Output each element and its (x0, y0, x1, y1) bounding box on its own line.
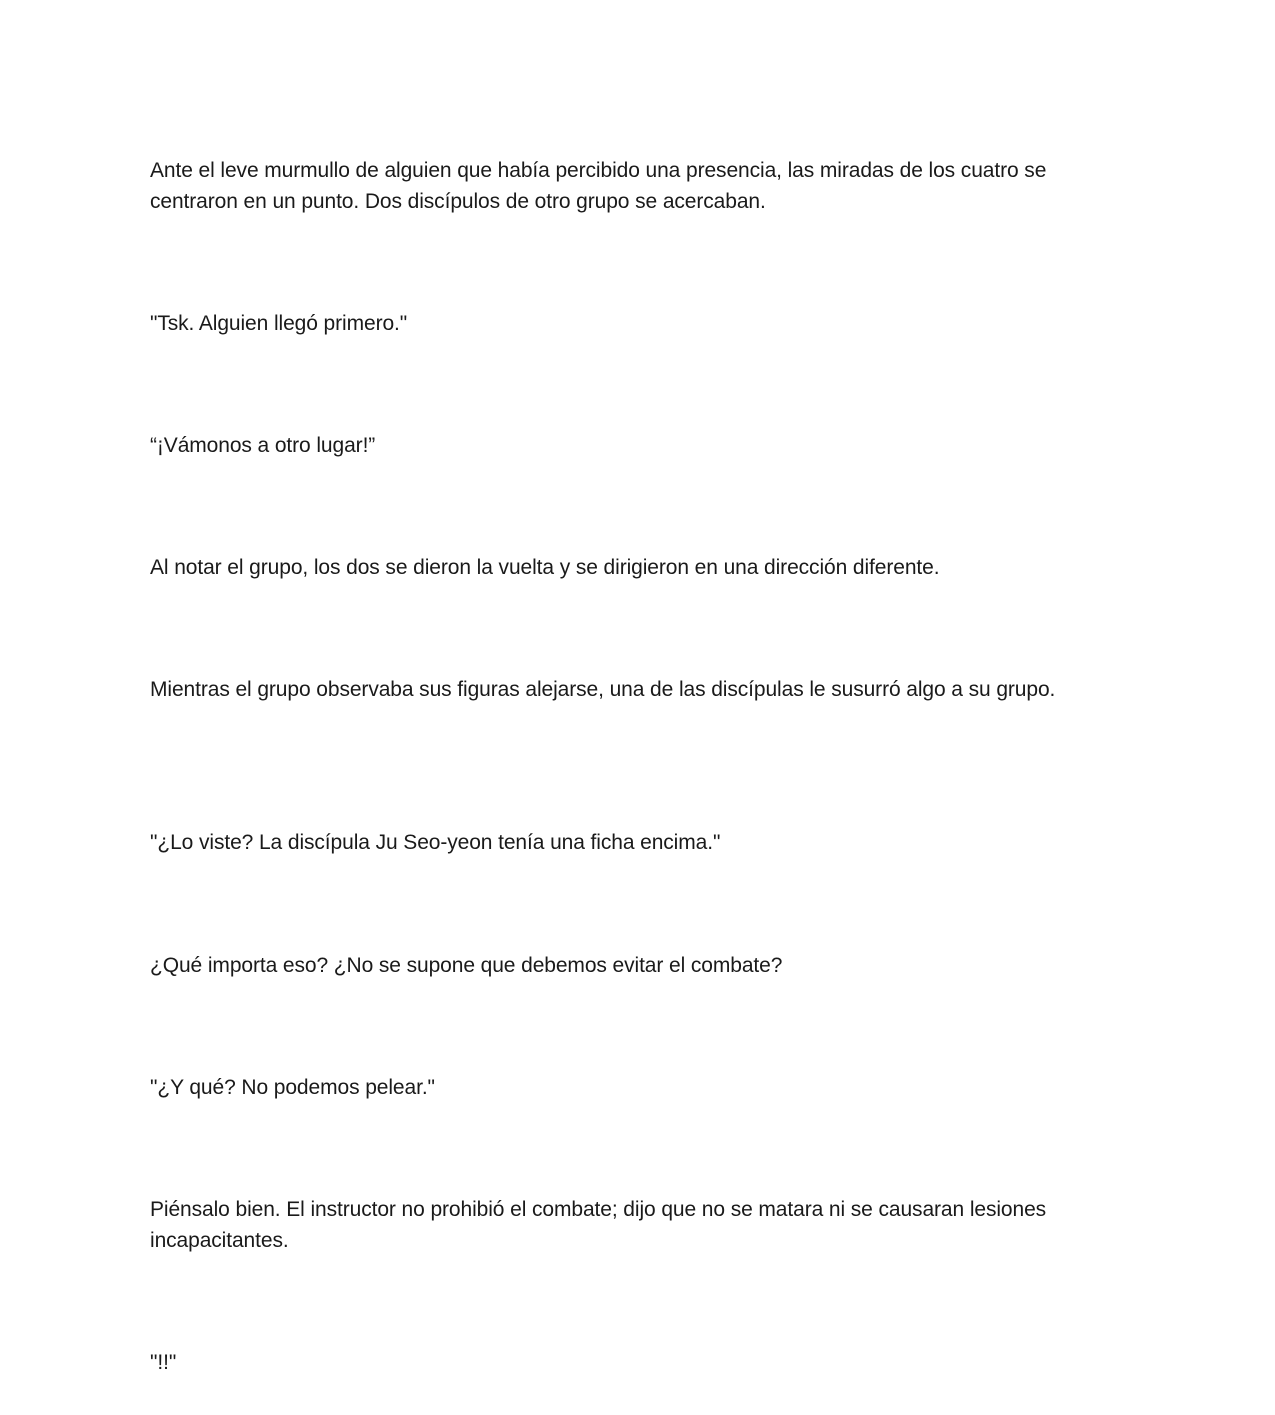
paragraph: "Tsk. Alguien llegó primero." (150, 312, 408, 335)
paragraph: Ante el leve murmullo de alguien que había percibido una presencia, las miradas de los cuatro se centraron en un punto. Dos discípulos de otro grupo se acercaban. (150, 159, 1047, 213)
paragraph: Piénsalo bien. El instructor no prohibió el combate; dijo que no se matara ni se causaran lesiones incapacitantes. (150, 1198, 1047, 1252)
paragraph: “¡Vámonos a otro lugar!” (150, 434, 376, 457)
paragraph: "¿Y qué? No podemos pelear." (150, 1076, 435, 1099)
paragraph: Al notar el grupo, los dos se dieron la vuelta y se dirigieron en una dirección diferente. (150, 556, 940, 579)
paragraph: Mientras el grupo observaba sus figuras alejarse, una de las discípulas le susurró algo a su grupo. (150, 678, 1056, 701)
paragraph: "!!" (150, 1351, 177, 1374)
paragraph: ¿Qué importa eso? ¿No se supone que debemos evitar el combate? (150, 954, 783, 977)
paragraph: "¿Lo viste? La discípula Ju Seo-yeon tenía una ficha encima." (150, 831, 721, 854)
